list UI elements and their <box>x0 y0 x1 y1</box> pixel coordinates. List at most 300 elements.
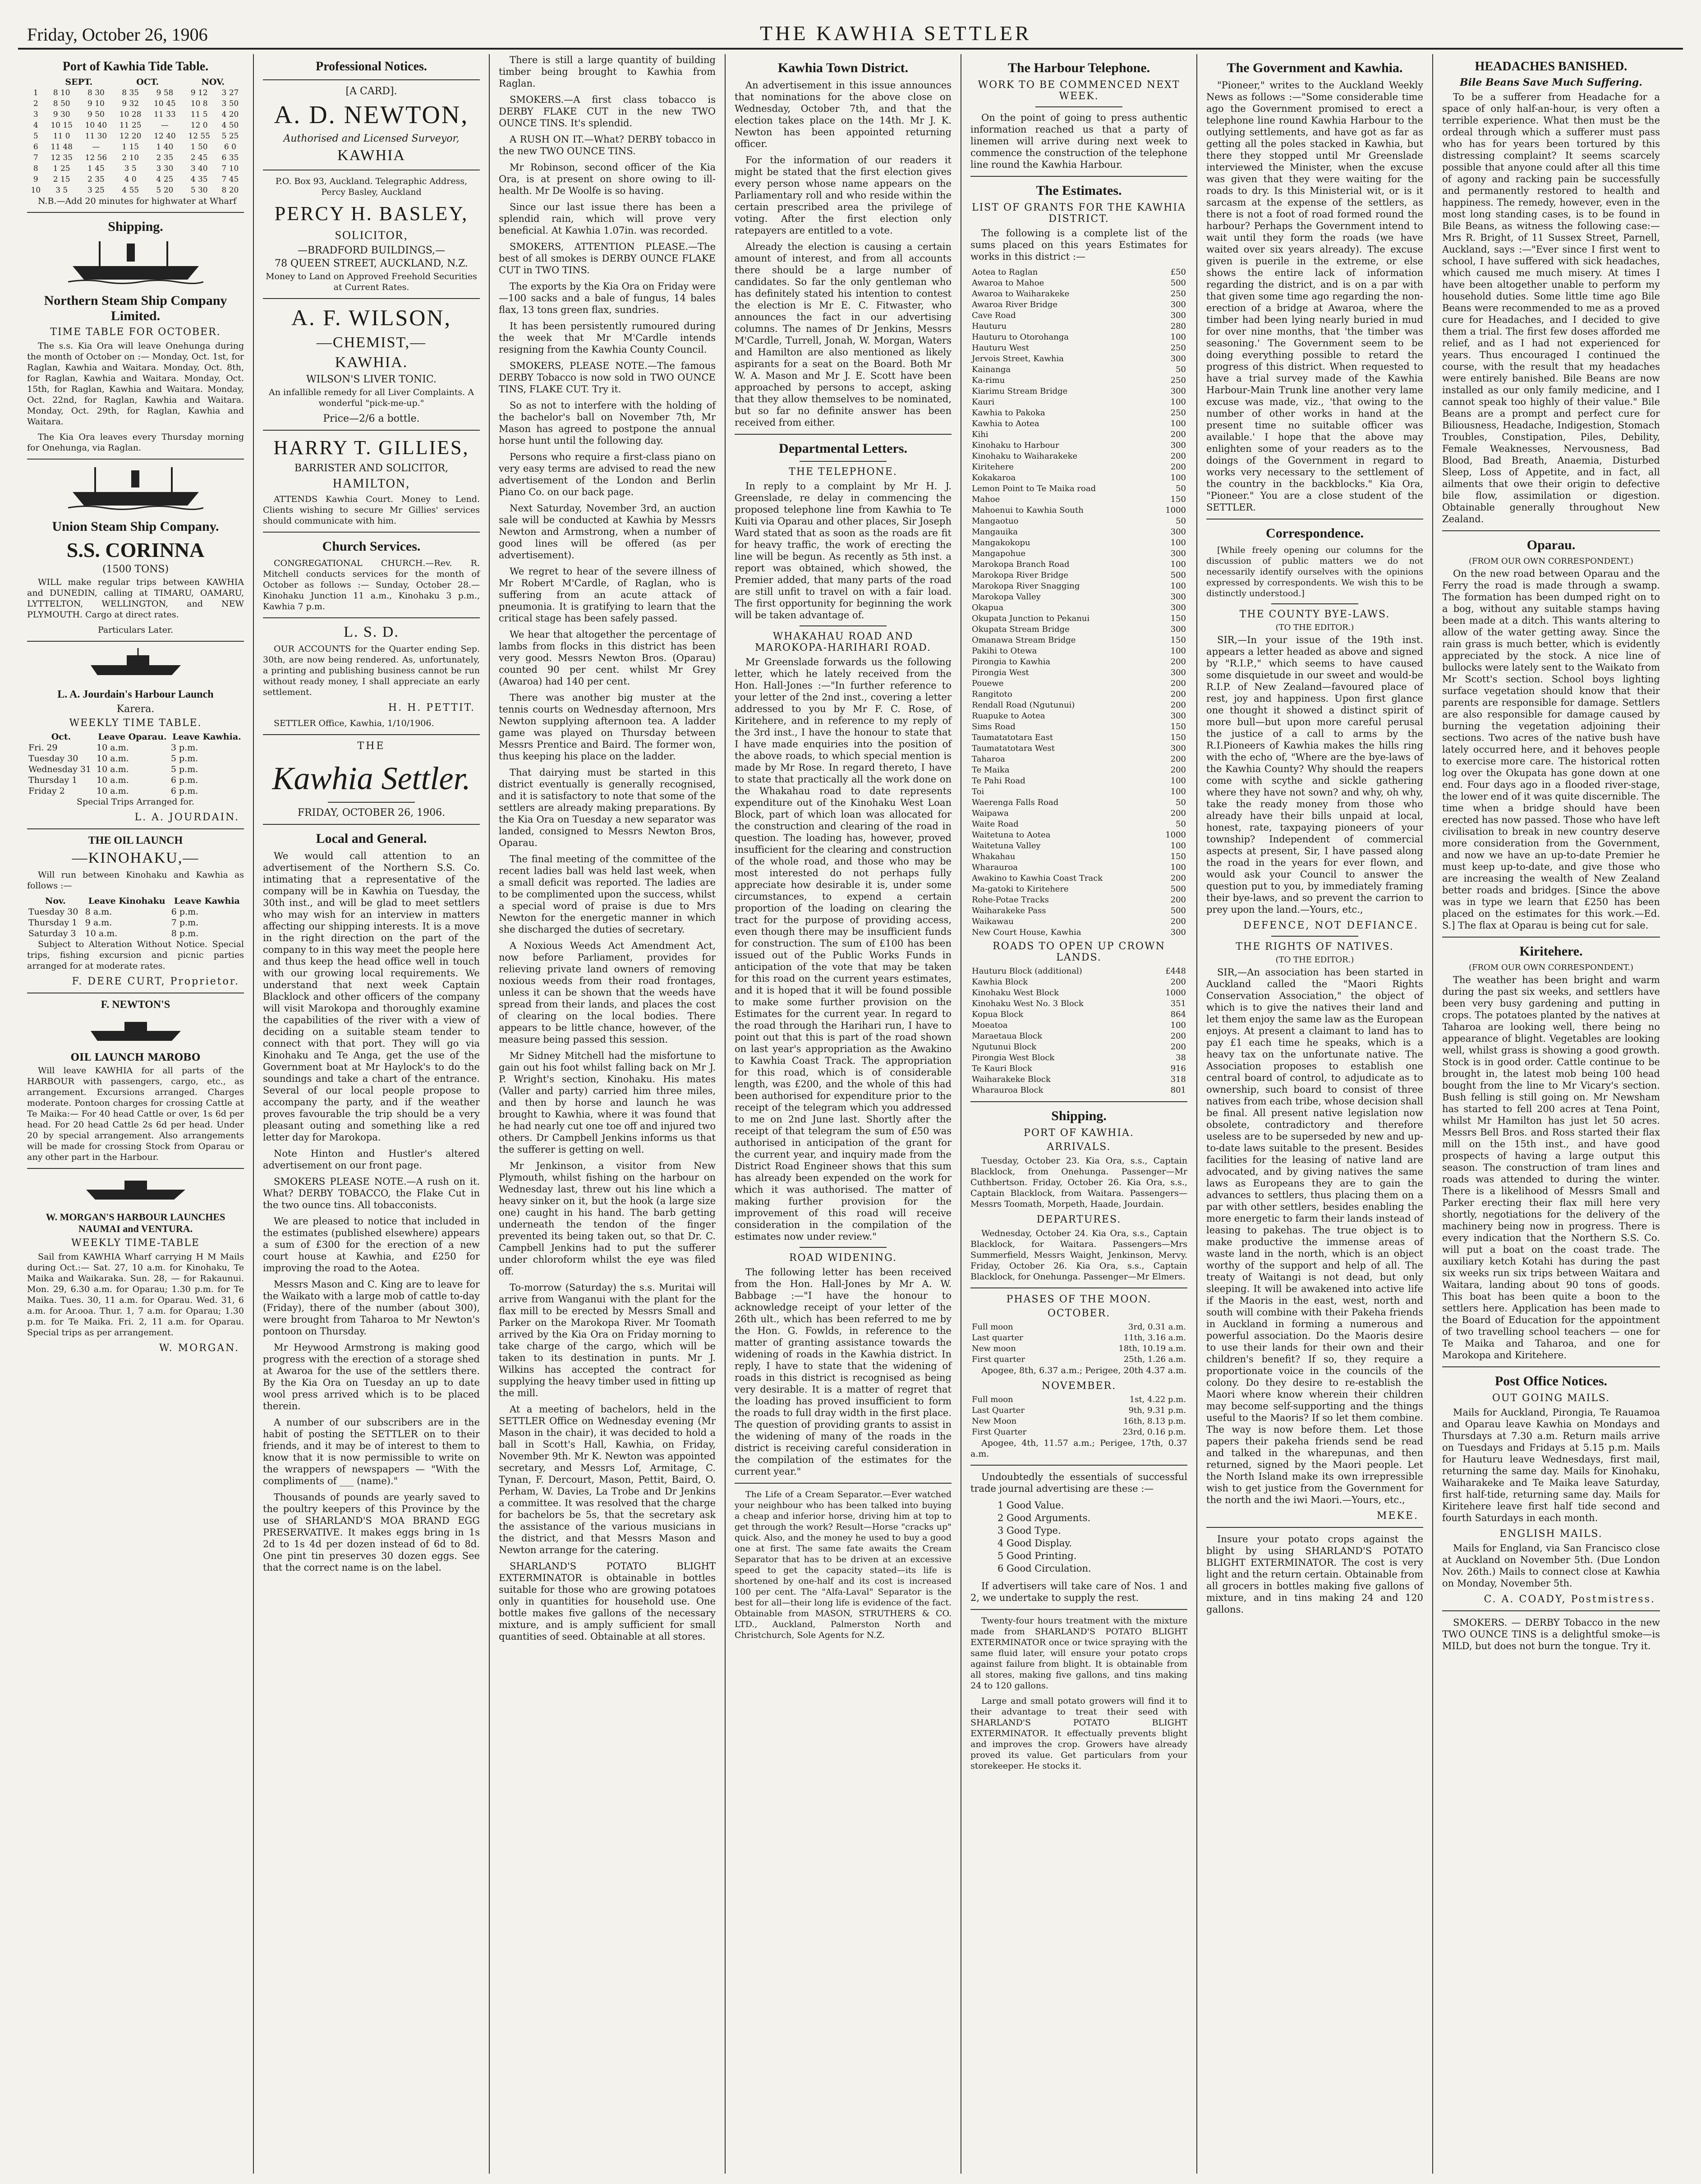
grant-cell: Waitetuna Valley <box>972 841 1041 851</box>
nss-timetable-title: TIME TABLE FOR OCTOBER. <box>50 326 221 338</box>
moon-october-cell: Full moon <box>972 1322 1013 1332</box>
grant-row <box>970 667 1187 678</box>
grant-cell: Kawhia to Pakoka <box>972 408 1045 418</box>
tide-cell: 1 40 <box>156 143 174 152</box>
crown-grant-cell: 200 <box>1170 977 1186 987</box>
grant-row <box>970 646 1187 657</box>
nss-note: The Kia Ora leaves every Thursday morning for Onehunga, via Raglan. <box>27 432 244 453</box>
professional-notices-heading: Professional Notices. <box>316 60 427 74</box>
grant-cell: Rohe-Potae Tracks <box>972 895 1049 905</box>
launch1-cell: 10 a.m. <box>96 764 129 774</box>
grant-row <box>970 548 1187 559</box>
oparau-heading: Oparau. <box>1526 538 1576 552</box>
moon-october-row <box>970 1343 1187 1354</box>
news-para: SMOKERS, PLEASE NOTE.—The famous DERBY Tobacco is now sold in TWO OUNCE TINS, FLAKE CUT. Try it. <box>499 360 716 395</box>
wilson-price: Price—2/6 a bottle. <box>323 413 420 424</box>
moon-november-row <box>970 1394 1187 1405</box>
gillies-town: HAMILTON, <box>332 477 410 491</box>
grant-cell: 200 <box>1170 657 1186 667</box>
launch1-cell: 10 a.m. <box>96 743 129 753</box>
grant-cell: Awaroa River Bridge <box>972 300 1057 309</box>
news-para: To-morrow (Saturday) the s.s. Muritai will arrive from Wanganui with the plant for the flax mill to be erected by Messrs Small and Parker on the Marokopa River. Mr Toomath arrived by the Kia Ora on Friday morning to take charge of the cargo, which will be taken to its destination in punts. Mr J. Wilkins has accepted the contract for supplying the heavy timber used in fitting up the mill. <box>499 1282 716 1398</box>
crown-grant-cell: Pirongia West Block <box>972 1053 1055 1062</box>
grant-cell: 200 <box>1170 679 1186 688</box>
local-general-heading: Local and General. <box>316 831 427 846</box>
grant-cell: Pirongia West <box>972 668 1029 677</box>
tide-cell: 2 10 <box>122 153 139 162</box>
tide-cell: — <box>161 121 169 130</box>
launch1-cell: Thursday 1 <box>28 775 78 785</box>
tide-table <box>27 77 244 196</box>
moon-october-cell: Last quarter <box>972 1333 1023 1343</box>
masthead <box>18 14 1683 50</box>
grant-cell: 300 <box>1170 711 1186 721</box>
crown-grant-row <box>970 1085 1187 1096</box>
news-para: We hear that altogether the percentage of lambs from flocks in this district has been very good. Messrs Newton Bros. (Oparau) counted 90 per cent. whilst Mr Grey (Awaroa) had 140 per cent. <box>499 629 716 687</box>
tide-cell: 4 25 <box>156 175 174 184</box>
crown-lands-heading: ROADS TO OPEN UP CROWN LANDS. <box>993 941 1165 963</box>
launch1-row <box>27 742 244 753</box>
blight-advert: Twenty-four hours treatment with the mixture made from SHARLAND'S POTATO BLIGHT EXTERMINATOR once or twice spraying with the same fluid later, will ensure your potato crops against failure from blight. It is obtainable from all stores, making five gallons, and tins making 24 to 120 gallons. <box>970 1616 1187 1691</box>
crown-lands-table <box>970 966 1187 1096</box>
oil-col-head: Leave Kawhia <box>174 896 240 906</box>
grant-cell: 200 <box>1170 754 1186 764</box>
tide-cell: 7 <box>33 153 38 162</box>
grant-row <box>970 895 1187 906</box>
grant-cell: 50 <box>1176 819 1186 829</box>
tide-cell: 11 25 <box>119 121 142 130</box>
grant-row <box>970 808 1187 819</box>
church-services-heading: Church Services. <box>322 539 421 554</box>
departmental-letters-heading: Departmental Letters. <box>779 441 907 456</box>
oil-launch-signature: F. DERE CURT, Proprietor. <box>72 976 239 987</box>
tide-cell: 3 5 <box>55 186 68 195</box>
tide-cell: 1 50 <box>190 143 208 152</box>
arrivals-body: Tuesday, October 23. Kia Ora, s.s., Captain Blacklock, from Onehunga. Passenger—Mr Cuthbertson. Friday, October 26. Kia Ora, s.s., Captain Blacklock, from Waitara. Passengers—Messrs Toomath, Morpeth, Haade, Jourdain. <box>970 1156 1187 1209</box>
basley-building: —BRADFORD BUILDINGS,— <box>297 245 446 256</box>
grant-cell: Waitetuna to Aotea <box>972 830 1051 840</box>
grant-cell: Kawhia to Aotea <box>972 419 1039 428</box>
grant-cell: 100 <box>1170 646 1186 656</box>
grant-row <box>970 343 1187 354</box>
grant-row <box>970 516 1187 527</box>
grant-row <box>970 776 1187 786</box>
grant-cell: Rangitoto <box>972 690 1012 699</box>
tide-cell: 5 25 <box>221 132 239 141</box>
newton-address: P.O. Box 93, Auckland. Telegraphic Address, Percy Basley, Auckland <box>275 176 468 197</box>
crown-grant-row <box>970 1063 1187 1074</box>
grant-cell: 1000 <box>1165 506 1186 515</box>
tide-cell: 6 0 <box>224 143 236 152</box>
local-para: Mr Heywood Armstrong is making good progress with the erection of a storage shed at Awaroa for the use of the settlers there. By the Kia Ora on Tuesday an up to date wool press arrived which is to be placed therein. <box>263 1342 480 1412</box>
grant-cell: Rendall Road (Ngutunui) <box>972 700 1075 710</box>
moon-november-cell: 16th, 8.13 p.m. <box>1123 1416 1186 1426</box>
tide-cell: 12 40 <box>154 132 176 141</box>
launch-icon <box>86 647 185 683</box>
tide-cell: 10 <box>31 186 41 195</box>
rights-natives-heading: THE RIGHTS OF NATIVES. <box>1236 941 1394 952</box>
grant-cell: 300 <box>1170 527 1186 537</box>
launch1-cell: 5 p.m. <box>170 754 198 763</box>
tide-cell: 11 0 <box>53 132 70 141</box>
newton-title: Authorised and Licensed Surveyor, <box>283 133 460 144</box>
tide-month: NOV. <box>201 77 225 87</box>
moon-october-cell: New moon <box>972 1344 1016 1353</box>
grant-cell: Kiarimu Stream Bridge <box>972 386 1068 396</box>
correspondent-note: (FROM OUR OWN CORRESPONDENT.) <box>1468 556 1634 566</box>
banner-date: FRIDAY, OCTOBER 26, 1906. <box>297 807 446 818</box>
wilson-tonic: WILSON'S LIVER TONIC. <box>306 374 437 385</box>
tide-cell: 10 8 <box>190 99 208 108</box>
crown-grant-row <box>970 1009 1187 1020</box>
grant-row <box>970 841 1187 851</box>
oil-launch-note: Subject to Alteration Without Notice. Special trips, fishing excursion and picnic parties arranged for at moderate rates. <box>27 939 244 971</box>
moon-november-cell: 23rd, 0.16 p.m. <box>1122 1427 1186 1437</box>
crown-grant-cell: 864 <box>1170 1010 1186 1019</box>
grant-cell: 250 <box>1170 408 1186 418</box>
grant-cell: 100 <box>1170 560 1186 569</box>
news-para: Since our last issue there has been a splendid rain, which will prove very beneficial. At Kawhia 1.07in. was recorded. <box>499 202 716 236</box>
tide-cell: 9 50 <box>87 110 105 119</box>
oil-launch-row <box>27 906 244 917</box>
tide-month: OCT. <box>136 77 159 87</box>
grant-row <box>970 538 1187 548</box>
tide-row <box>27 131 244 142</box>
grant-cell: Taharoa <box>972 754 1005 764</box>
oil-col-head: Leave Kinohaku <box>88 896 166 906</box>
telephone-subheading: THE TELEPHONE. <box>789 466 897 478</box>
launch1-cell: 5 p.m. <box>170 764 198 774</box>
crown-grant-cell: 801 <box>1170 1085 1186 1095</box>
church-body: CONGREGATIONAL CHURCH.—Rev. R. Mitchell conducts services for the month of October as follows :— Sunday, October 28.—Kinohaku Junction 11 a.m., Kinohaku 3 p.m., Kawhia 7 p.m. <box>263 558 480 612</box>
grant-cell: Taumatatotara East <box>972 733 1053 742</box>
newton-launch-name: OIL LAUNCH MAROBO <box>70 1052 201 1063</box>
tide-cell: 10 40 <box>85 121 107 130</box>
crown-grant-row <box>970 966 1187 977</box>
tide-cell: 8 30 <box>87 88 105 97</box>
essential-item: 6 Good Circulation. <box>998 1563 1091 1574</box>
grant-row <box>970 689 1187 700</box>
corinna-title: S.S. CORINNA <box>66 538 205 561</box>
crown-grant-cell: Hauturu Block (additional) <box>972 966 1082 976</box>
article-para: An advertisement in this issue announces that nominations for the above close on Wednesday, October 7th, and that the election takes place on the 14th. Mr J. K. Newton has been appointed returning officer. <box>735 80 952 149</box>
tide-cell: 12 55 <box>188 132 210 141</box>
launch-icon <box>86 1016 185 1047</box>
column-3 <box>490 54 726 2174</box>
tide-cell: 9 32 <box>122 99 139 108</box>
launch1-owner: L. A. Jourdain's Harbour Launch <box>57 689 214 700</box>
essentials-intro: Undoubtedly the essentials of successful trade journal advertising are these :— <box>970 1471 1187 1494</box>
grant-cell: Jervois Street, Kawhia <box>972 354 1064 363</box>
grant-cell: 100 <box>1170 397 1186 407</box>
essential-item: 2 Good Arguments. <box>998 1513 1091 1523</box>
oil-launch-timetable <box>27 896 244 939</box>
grant-cell: Pakihi to Otewa <box>972 646 1037 656</box>
grant-row <box>970 494 1187 505</box>
grant-row <box>970 884 1187 895</box>
grant-row <box>970 765 1187 776</box>
tide-row <box>27 142 244 152</box>
oil-launch-cell: Saturday 3 <box>28 929 76 938</box>
tide-cell: 8 35 <box>122 88 139 97</box>
tide-cell: 4 0 <box>124 175 137 184</box>
tide-row <box>27 174 244 185</box>
gillies-title: BARRISTER AND SOLICITOR, <box>294 463 449 474</box>
post-office-heading: Post Office Notices. <box>1494 1374 1608 1389</box>
oil-launch-cell: 7 p.m. <box>171 918 199 928</box>
gillies-body: ATTENDS Kawhia Court. Money to Lend. Clients wishing to secure Mr Gillies' services should communicate with him. <box>263 494 480 526</box>
grant-cell: 100 <box>1170 473 1186 483</box>
grant-cell: New Court House, Kawhia <box>972 928 1081 937</box>
crown-grant-row <box>970 998 1187 1009</box>
letter-para: SIR,—An association has been started in Auckland called the "Maori Rights Conservation Association," the object of which is to give the natives their land and let them enjoy the same law as the European enjoys. At present a claimant to land has to pay £1 each time he speaks, which is a heavy tax on the unfortunate native. The Association proposes to establish one central board of control, to adjudicate as to ownership, such board to consist of three natives from each tribe, whose decision shall be final. All present native legislation now obsolete, contradictory and therefore useless are to be superseded by new and up-to-date laws suitable to the present. Besides facilities for the leasing of native land are advocated, and by giving natives the same laws as Europeans they are to gain the advances to settlers, thus placing them on a par with other settlers, besides enabling the more energetic to farm their lands instead of leasing to pakehas. The true object is to make productive the immense areas of waste land in the north, which is an object worthy of the support and help of all. The treaty of Waitangi is not dead, but only sleeping. It will be awakened into active life if the Maoris in the east, west, north and south will combine with their Pakeha friends in Auckland in forming a numerous and powerful association. Do the Maoris desire to use their lands for their own and their children's benefit? If so, they require a proportionate voice in the councils of the colony. Do they desire to re-establish the Maori where know wherein their children may become self-supporting and the things useful to the Maoris? If so let them combine. The way is now before them. Let those papers their pakeha friends send be read and talked in the wharepunas, and then returned, signed by the Maori people. Let the North Island make its own irrepressible wish to get justice from the Government for the north and the iwi Maori.—Yours, etc., <box>1206 967 1423 1505</box>
tide-cell: 12 35 <box>51 153 73 162</box>
moon-november-row <box>970 1416 1187 1427</box>
grant-cell: Kauri <box>972 397 995 407</box>
local-para: SMOKERS PLEASE NOTE.—A rush on it. What? DERBY TOBACCO, the Flake Cut in the two ounce tins. All tobacconists. <box>263 1176 480 1210</box>
news-para: SMOKERS.—A first class tobacco is DERBY FLAKE CUT in the new TWO OUNCE TINS. It's splendid. <box>499 94 716 129</box>
launch1-cell: 10 a.m. <box>96 754 129 763</box>
grant-cell: 150 <box>1170 733 1186 742</box>
launch1-note: Special Trips Arranged for. <box>77 797 194 807</box>
crown-grant-row <box>970 1020 1187 1031</box>
derby-advert: SMOKERS. — DERBY Tobacco in the new TWO OUNCE TINS is a delightful smoke—is MILD, but does not burn the tongue. Try it. <box>1442 1617 1660 1651</box>
grant-row <box>970 451 1187 462</box>
lsd-body: OUR ACCOUNTS for the Quarter ending Sep. 30th, are now being rendered. As, unfortunately, a printing and publishing business cannot be run without ready money, I shall appreciate an early settlement. <box>263 644 480 697</box>
rights-signature: MEKE. <box>1376 1510 1419 1522</box>
grant-cell: 500 <box>1170 278 1186 288</box>
grant-row <box>970 364 1187 375</box>
grant-cell: Awaroa to Waiharakeke <box>972 289 1070 299</box>
column-5 <box>961 54 1197 2174</box>
gillies-name: HARRY T. GILLIES, <box>273 437 469 459</box>
tide-cell: 8 20 <box>221 186 239 195</box>
grant-cell: 280 <box>1170 322 1186 331</box>
moon-october-cell: First quarter <box>972 1355 1025 1364</box>
grant-cell: 50 <box>1176 365 1186 374</box>
grant-cell: 100 <box>1170 776 1186 786</box>
grant-row <box>970 916 1187 927</box>
grant-cell: Hauturu <box>972 322 1007 331</box>
arrivals-heading: ARRIVALS. <box>1047 1141 1111 1153</box>
local-para: We would call attention to an advertisement of the Northern S.S. Co. intimating that a representative of the company will be in Kawhia on Tuesday, the 30th inst., and will be glad to meet settlers who may wish for an interview in matters affecting our shipping interests. It is a move in the right direction on the part of the company to in this way meet the people here and thus keep the head office well in touch with our growing local requirements. We understand that next week Captain Blacklock and other officers of the company will visit Marokopa and thoroughly examine the capabilities of the river with a view of deciding on a suitable steam tender to connect with that port. They will go via Kinohaku and Te Anga, get the use of the Government boat at Mr Haylock's to do the soundings and take a chart of the entrance. Several of our local people propose to accompany the party, and if the weather proves favourable the trip should be a very pleasant outing and something like a red letter day for Marokopa. <box>263 851 480 1143</box>
tide-row <box>27 163 244 174</box>
tide-cell: 10 15 <box>51 121 73 130</box>
grant-row <box>970 743 1187 754</box>
grant-row <box>970 570 1187 581</box>
grant-cell: 150 <box>1170 614 1186 623</box>
tide-cell: 7 45 <box>221 175 239 184</box>
grant-row <box>970 797 1187 808</box>
article-para: Already the election is causing a certain amount of interest, and from all accounts there should be a large number of candidates. So far the only gentleman who has definitely stated his intention to contest the election is Mr E. C. Fitwaster, who announces the fact in our advertising columns. The names of Dr Jenkins, Messrs M'Cardle, Turrell, Jonah, W. Morgan, Waters and Hamilton are also mentioned as likely aspirants for a seat on the Board. Both Mr W. A. Mason and Mr J. E. Scott have been approached by persons to accept, asking that they allow themselves to be nominated, but so far no definite answer has been received from either. <box>735 241 952 428</box>
grant-row <box>970 830 1187 841</box>
grant-row <box>970 657 1187 667</box>
tide-cell: 6 <box>33 143 38 152</box>
grant-cell: Kinohaku to Harbour <box>972 441 1059 450</box>
blight-advert: Insure your potato crops against the blight by using SHARLAND'S POTATO BLIGHT EXTERMINATOR. The cost is very light and the return certain. Obtainable from all grocers in bottles making five gallons of mixture, and in tins making 24 and 120 gallons. <box>1206 1534 1423 1615</box>
port-heading: PORT OF KAWHIA. <box>1024 1127 1134 1139</box>
tide-cell: 11 30 <box>85 132 107 141</box>
steamship-icon <box>68 465 203 515</box>
grant-cell: 200 <box>1170 430 1186 439</box>
tide-cell: 6 35 <box>221 153 239 162</box>
grant-row <box>970 722 1187 732</box>
grant-row <box>970 906 1187 916</box>
crown-grant-cell: 100 <box>1170 1021 1186 1030</box>
grants-table <box>970 267 1187 938</box>
grant-cell: 300 <box>1170 441 1186 450</box>
crown-grant-row <box>970 977 1187 988</box>
departures-heading: DEPARTURES. <box>1036 1214 1122 1225</box>
grant-row <box>970 873 1187 884</box>
crown-grant-cell: 1000 <box>1165 988 1186 998</box>
launch1-row <box>27 753 244 764</box>
grant-cell: Awaroa to Mahoe <box>972 278 1044 288</box>
kiritehere-heading: Kiritehere. <box>1519 944 1583 959</box>
grant-cell: 250 <box>1170 376 1186 385</box>
tide-cell: 9 10 <box>87 99 105 108</box>
shipping-heading: Shipping. <box>108 219 163 234</box>
grant-row <box>970 289 1187 299</box>
grant-cell: Pirongia to Kawhia <box>972 657 1051 667</box>
oil-launch-row <box>27 928 244 939</box>
grant-row <box>970 473 1187 483</box>
card-label: [A CARD]. <box>345 86 397 97</box>
column-1 <box>18 54 254 2174</box>
grant-cell: 200 <box>1170 874 1186 883</box>
town-district-heading: Kawhia Town District. <box>777 60 909 75</box>
tide-cell: 5 30 <box>190 186 208 195</box>
moon-october-row <box>970 1333 1187 1343</box>
grant-cell: 100 <box>1170 787 1186 796</box>
article-para: Mr Greenslade forwards us the following letter, which he lately received from the Hon. Hall-Jones :—"In further reference to your letter of the 2nd inst., covering a letter addressed to you by Mr F. C. Rose, of Kiritehere, and in reference to my reply of the 3rd inst., I have the honour to state that I have made enquiries into the position of the above roads, to which special mention is made by Mr Rose. In regard thereto, I have to state that practically all the work done on the Whakahau road to date represents expenditure out of the Kinohaku West Loan Block, part of which loan was allocated for the construction and clearing of the road in question. The loading has, however, proved insufficient for the clearing and construction of the whole road, and those who may be most interested do not perhaps fully appreciate how desirable it is, under some circumstances, to expend a certain proportion of the loading on clearing the tract for the purpose of providing access, even though there may be insufficient funds for construction. The sum of £100 has been issued out of the Public Works Funds in anticipation of the vote that may be taken for this road on the current years estimates, and it is hoped that it will be found possible to make some further provision on the Estimates for the current year. In regard to the road through the Harihari run, I have to point out that this is part of the road shown on last year's appropriation as the Awakino to Kawhia Coast Track. The appropriation for this road, which is of considerable length, was £200, and the whole of this had been authorised for expenditure prior to the receipt of the telegram which you addressed to me on 2nd June last. Shortly after the receipt of that telegram the sum of £50 was authorised in anticipation of the grant for the current year, and inquiry made from the District Road Engineer shows that this sum has already been expended on the work for which it was authorised. The matter of making further provision for the improvement of this road will receive consideration in the compilation of the estimates now under review." <box>735 657 952 1242</box>
oparau-body: On the new road between Oparau and the Ferry the road is made through a swamp. The formation has been dumped right on to a bog, without any suitable stamps having been made at a ditch. This wants altering to allow of the water getting away. Since the rain grass is much better, which is evidently appreciated by the stock. A nice line of bullocks were lately sent to the Waikato from Mr Scott's section. School boys lighting surface vegetation should know that their parents are responsible for damage. Settlers are also responsible for damage caused by burning the vegetation adjoining their sections. Two acres of the native bush have lately occurred here, and it behoves people to exercise more care. The historical rotten log over the Okupata has gone down at one end. Four days ago in a flooded river-stage, the lower end of it was quite discernible. The time when a bridge should have been erected has now passed. Those who have left civilisation to break in new country deserve more consideration from the Government, and now we have an up-to-date Premier he must keep up-to-date, and give those who are increasing the wealth of New Zealand better roads and bridges. [Since the above was in type we learn that £250 has been placed on the estimates for this work.—Ed. S.] The flax at Oparau is being cut for sale. <box>1442 568 1660 931</box>
tide-row <box>27 185 244 196</box>
essentials-note: If advertisers will take care of Nos. 1 and 2, we undertake to supply the rest. <box>970 1581 1187 1603</box>
tide-cell: 1 25 <box>53 164 70 173</box>
oil-launch-cell: Thursday 1 <box>28 918 78 928</box>
tide-row <box>27 109 244 120</box>
grant-cell: 300 <box>1170 625 1186 634</box>
moon-october-cell: 25th, 1.26 a.m. <box>1123 1355 1186 1364</box>
grant-cell: 500 <box>1170 570 1186 580</box>
moon-october-cell: 11th, 3.16 a.m. <box>1123 1333 1186 1343</box>
grant-cell: Sims Road <box>972 722 1016 731</box>
launch1-row <box>27 764 244 775</box>
local-para: Thousands of pounds are yearly saved to the poultry keepers of this Province by the use of SHARLAND'S MOA BRAND EGG PRESERVATIVE. It makes eggs bring in 1s 2d to 1s 4d per dozen instead of 6d to 8d. One pint tin preserves 30 dozen eggs. See that the correct name is on the label. <box>263 1492 480 1573</box>
moon-october-heading: OCTOBER. <box>1047 1308 1111 1319</box>
crown-grant-cell: Te Kauri Block <box>972 1064 1032 1073</box>
grant-cell: 300 <box>1170 592 1186 602</box>
news-para: Persons who require a first-class piano on very easy terms are advised to read the new advertisement of the London and Berlin Piano Co. on our back page. <box>499 451 716 497</box>
grant-cell: Toi <box>972 787 984 796</box>
kiritehere-body: The weather has been bright and warm during the past six weeks, and settlers have been very busy gardening and putting in crops. The potatoes planted by the natives at Taharoa are looking well, there being no appearance of blight. Vegetables are looking well, whilst grass is showing a good growth. Stock is in good order. Cattle continue to be brought in, the latest mob being 100 head bought from the line to Mr Vicary's section. Bush felling is still going on. Mr Newsham has started to fell 200 acres at Tena Point, whilst Mr Hamilton has just let 50 acres. Messrs Bell Bros. and Ross started their flax mill on the 15th inst., and have good prospects of having a large output this season. The construction of tram lines and roads was attended to during the winter. There is a likelihood of Messrs Small and Parker erecting their flax mill here very shortly, negotiations for the delivery of the machinery being now in progress. There is every indication that the Northern S.S. Co. will put a boat on the coast trade. The auxiliary ketch Kotahi has during the past six weeks run six trips between Waitara and Waitara, landing about 90 tons of goods. This boat has been quite a boon to the settlers here. Application has been made to the Board of Education for the appointment of two travelling school teachers — one for Te Maika and Taharoa, and one for Marokopa and Kiritehere. <box>1442 975 1660 1361</box>
grant-cell: Kiritehere <box>972 462 1014 472</box>
moon-november-cell: 9th, 9.31 p.m. <box>1128 1406 1186 1415</box>
crown-grant-cell: Kawhia Block <box>972 977 1028 987</box>
english-mails-body: Mails for England, via San Francisco close at Auckland on November 5th. (Due London Nov. 26th.) Mails to connect close at Kawhia on Monday, November 5th. <box>1442 1543 1660 1589</box>
grant-cell: Mangaotuo <box>972 516 1019 526</box>
grant-row <box>970 321 1187 332</box>
grant-row <box>970 299 1187 310</box>
paper-title: THE KAWHIA SETTLER <box>760 22 1032 45</box>
crown-grant-row <box>970 1074 1187 1085</box>
correspondent-note: (FROM OUR OWN CORRESPONDENT.) <box>1468 963 1634 972</box>
outgoing-mails-heading: OUT GOING MAILS. <box>1492 1393 1610 1404</box>
bye-laws-signature: DEFENCE, NOT DEFIANCE. <box>1243 920 1419 931</box>
grant-cell: 1000 <box>1165 830 1186 840</box>
crown-grant-cell: Waiharakeke Block <box>972 1075 1051 1084</box>
grant-row <box>970 786 1187 797</box>
moon-october-cell: 18th, 10.19 a.m. <box>1118 1344 1186 1353</box>
harbour-telephone-subheading: WORK TO BE COMMENCED NEXT WEEK. <box>978 79 1180 102</box>
tide-row <box>27 152 244 163</box>
oil-launch-body: Will run between Kinohaku and Kawhia as follows :— <box>27 870 244 891</box>
grant-cell: 200 <box>1170 809 1186 818</box>
grant-cell: 100 <box>1170 581 1186 591</box>
news-para: It has been persistently rumoured during the week that Mr M'Cardle intends resigning from the Kawhia County Council. <box>499 321 716 355</box>
oil-launch-row <box>27 917 244 928</box>
grant-cell: 100 <box>1170 538 1186 547</box>
letter-para: SIR,—In your issue of the 19th inst. appears a letter headed as above and signed by "R.I.P.," which seems to have caused some disquietude in our sweet and would-be R.I.P. of New Zealand—favoured place of rest, joy and happiness. Upon first glance one thought it showed a distinct spirit of more bull—but upon more careful perusal the justice of a call to arms by the R.I.Pioneers of Kawhia makes the hills ring with the echo of, "Where are the bye-laws of the Kawhia County? Why should the reapers come with scythe and sickle gathering where they have not sown? and why, oh why, take the ready money from those who already have their bills unpaid at local, honest, rate, taxpaying pioneers of your township? Independent of commercial aspects at present, Sir, I have passed along the road in the years for ever flown, and would ask your Council to answer the question put to you, by immediately framing their bye-laws, and so prevent the carrion to prey upon the land.—Yours, etc., <box>1206 635 1423 915</box>
grant-row <box>970 505 1187 516</box>
basley-note: Money to Land on Approved Freehold Securities at Current Rates. <box>266 271 477 292</box>
launch1-timetable-title: WEEKLY TIME TABLE. <box>69 717 202 729</box>
column-2 <box>254 54 490 2174</box>
government-kawhia-heading: The Government and Kawhia. <box>1227 60 1403 75</box>
crown-grant-cell: 38 <box>1176 1053 1186 1062</box>
tide-cell: 12 56 <box>85 153 107 162</box>
grant-cell: Mangapohue <box>972 549 1026 558</box>
news-para: At a meeting of bachelors, held in the SETTLER Office on Wednesday evening (Mr Mason in the chair), it was decided to hold a ball in Scott's Hall, Kawhia, on Friday, November 9th. Mr K. Newton was appointed secretary, and Messrs Lof, Armitage, C. Tynan, F. Dercourt, Mason, Pettit, Baird, O. Perham, W. Davies, La Trobe and Dr Jenkins a committee. It was resolved that the charge for bachelors be 5s, that the secretary ask the assistance of the various musicians in the district, and that Messrs Mason and Newton arrange for the catering. <box>499 1404 716 1555</box>
tide-cell: 4 35 <box>190 175 208 184</box>
crown-grant-cell: 318 <box>1170 1075 1186 1084</box>
article-para: On the point of going to press authentic information reached us that a party of linemen will arrive during next week to commence the construction of the telephone line round the Kawhia Harbour. <box>970 112 1187 170</box>
grant-row <box>970 927 1187 938</box>
news-para: We regret to hear of the severe illness of Mr Robert M'Cardle, of Raglan, who is suffering from an acute attack of pneumonia. It is gratifying to learn that the critical stage has been safely passed. <box>499 566 716 624</box>
moon-phases-heading: PHASES OF THE MOON. <box>1006 1294 1152 1305</box>
grant-cell: 300 <box>1170 549 1186 558</box>
tide-cell: 7 10 <box>221 164 239 173</box>
grant-cell: £50 <box>1170 267 1186 277</box>
separator-advert: The Life of a Cream Separator.—Ever watched your neighbour who has been talked into buying a cheap and inferior horse, driving him at top to get through the work? Result—Horse "cracks up" quick. Also, and the money he used to buy a good one at first. The same fate awaits the Cream Separator that has to be driven at an excessive speed to get the capacity stated—its life is shortened by one-half and its cost is increased 100 per cent. The "Alfa-Laval" Separator is the best for all—their long life is evidence of the fact. Obtainable from MASON, STRUTHERS & CO. LTD., Auckland, Palmerston North and Christchurch, Sole Agents for N.Z. <box>735 1490 952 1640</box>
moon-november-cell: First Quarter <box>972 1427 1027 1437</box>
moon-october-cell: 3rd, 0.31 a.m. <box>1128 1322 1186 1332</box>
to-editor: (TO THE EDITOR.) <box>1275 955 1354 965</box>
crown-grant-cell: 200 <box>1170 1031 1186 1041</box>
grant-cell: Te Maika <box>972 765 1010 775</box>
tide-cell: 9 12 <box>190 88 208 97</box>
tide-cell: 11 48 <box>51 143 73 152</box>
grant-cell: 200 <box>1170 895 1186 905</box>
news-para: That dairying must be started in this district eventually is generally recognised, and it is satisfactory to note that some of the settlers are already making preparations. By the Kia Ora on Tuesday a new separator was landed, consigned to Messrs Newton Bros, Oparau. <box>499 767 716 848</box>
grant-cell: 200 <box>1170 700 1186 710</box>
morgan-signature: W. MORGAN. <box>159 1343 239 1354</box>
launch1-row <box>27 775 244 786</box>
issue-date: Friday, October 26, 1906 <box>27 24 208 45</box>
grant-cell: 300 <box>1170 928 1186 937</box>
grant-row <box>970 862 1187 873</box>
tide-cell: 4 50 <box>221 121 239 130</box>
corinna-tons: (1500 TONS) <box>102 564 169 575</box>
moon-october-note: Apogee, 8th, 6.37 a.m.; Perigee, 20th 4.37 a.m. <box>981 1366 1187 1375</box>
tide-row <box>27 120 244 131</box>
tide-cell: — <box>92 143 100 152</box>
launch1-cell: Tuesday 30 <box>28 754 78 763</box>
grant-row <box>970 386 1187 397</box>
oil-launch-cell: Tuesday 30 <box>28 907 78 917</box>
launch1-signature: L. A. JOURDAIN. <box>134 812 239 823</box>
